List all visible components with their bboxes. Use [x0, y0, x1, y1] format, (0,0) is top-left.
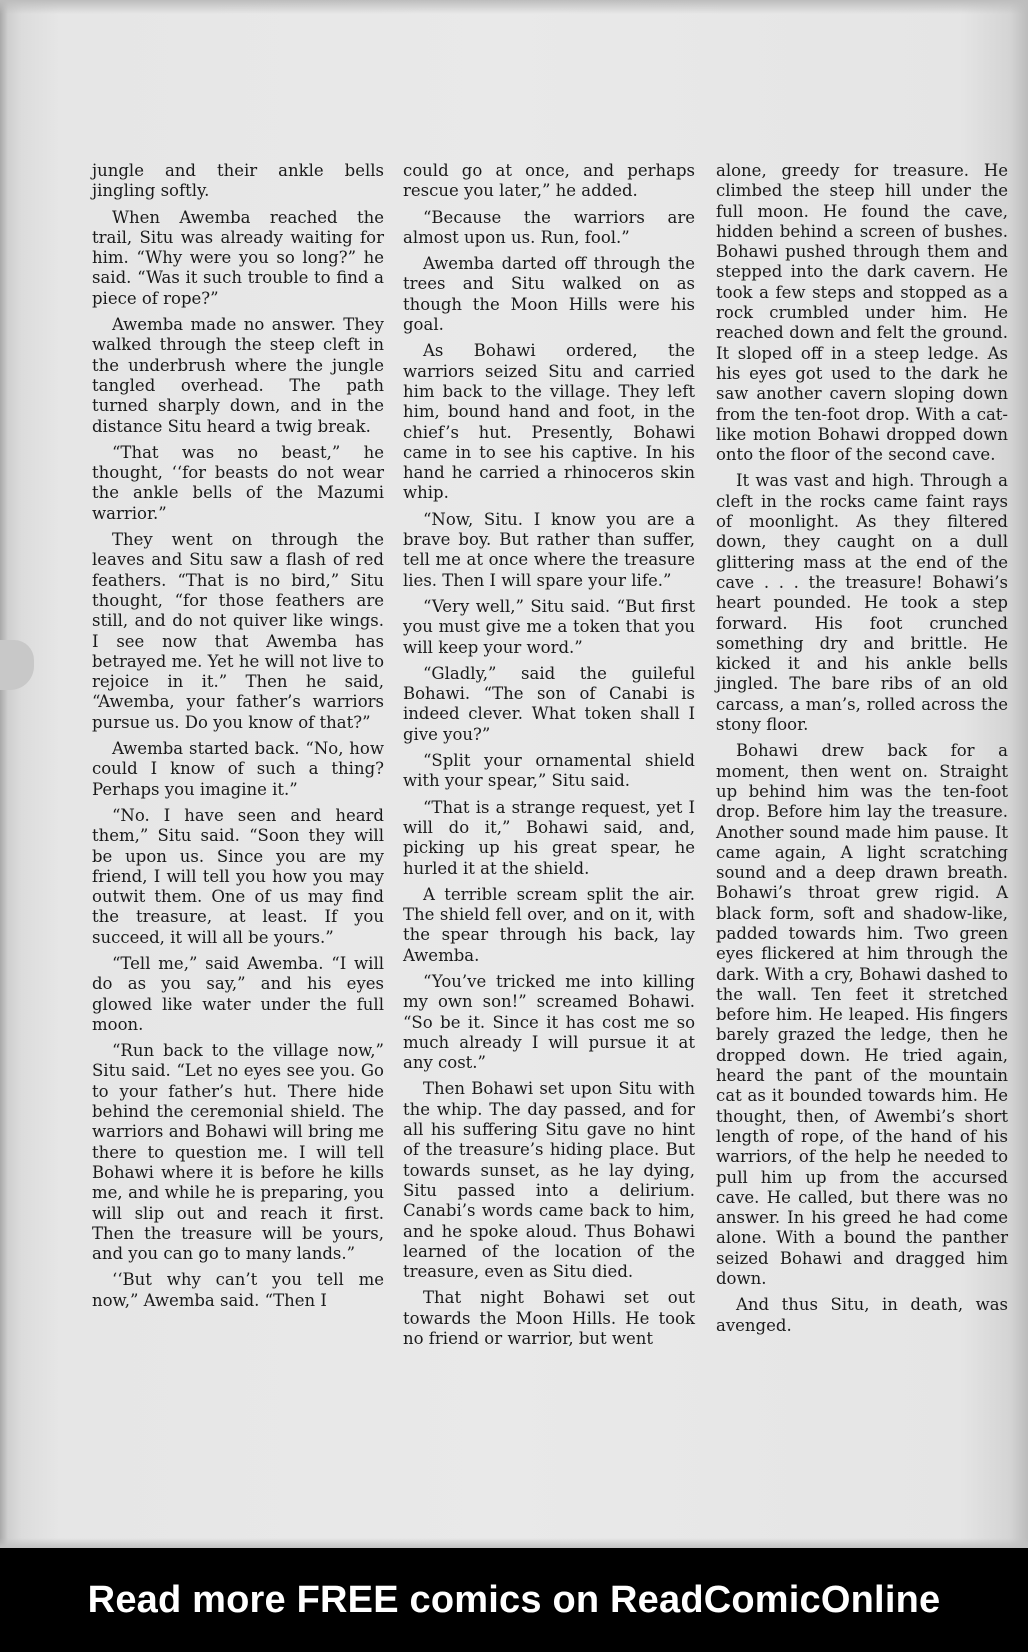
paragraph: It was vast and high. Through a cleft in the rocks came faint rays of moonlight. As they filtered down, they caught on a dull glittering mass at the end of the cave . . . the treasure! Bohawi’s heart pounded. He took a step forward. His foot crunched something dry and brittle. He kicked it and his ankle bells jingled. The bare ribs of an old carcass, a man’s, rolled across the stony floor. — [716, 471, 1008, 735]
paragraph: That night Bohawi set out towards the Moon Hills. He took no friend or warrior, but went — [403, 1288, 695, 1349]
paragraph: “You’ve tricked me into killing my own son!” screamed Bohawi. “So be it. Since it has cost me so much already I will pursue it at any cost.” — [403, 971, 695, 1073]
paragraph: A terrible scream split the air. The shield fell over, and on it, with the spear through his back, lay Awemba. — [403, 884, 695, 965]
paragraph: ‘‘But why can’t you tell me now,” Awemba said. “Then I — [92, 1270, 384, 1310]
promo-banner-text[interactable]: Read more FREE comics on ReadComicOnline — [87, 1578, 941, 1621]
paragraph: Awemba darted off through the trees and Situ walked on as though the Moon Hills were his goal. — [403, 254, 695, 335]
paragraph: “Very well,” Situ said. “But first you must give me a token that you will keep your word.” — [403, 596, 695, 657]
paragraph: could go at once, and perhaps rescue you later,” he added. — [403, 161, 695, 201]
paragraph: Awemba made no answer. They walked through the steep cleft in the underbrush where the jungle tangled overhead. The path turned sharply down, and in the distance Situ heard a twig break. — [92, 315, 384, 436]
paragraph: “Now, Situ. I know you are a brave boy. But rather than suffer, tell me at once where the treasure lies. Then I will spare your life.” — [403, 509, 695, 590]
promo-banner[interactable] — [0, 1548, 1028, 1652]
paragraph: “Tell me,” said Awemba. “I will do as you say,” and his eyes glowed like water under the full moon. — [92, 953, 384, 1034]
text-column-1 — [92, 161, 384, 1317]
paragraph: “No. I have seen and heard them,” Situ said. “Soon they will be upon us. Since you are my friend, I will tell you how you may outwit them. One of us may find the treasure, at least. If you succeed, it will all be yours.” — [92, 805, 384, 947]
paragraph: “Split your ornamental shield with your spear,” Situ said. — [403, 751, 695, 791]
paragraph: Awemba started back. “No, how could I know of such a thing? Perhaps you imagine it.” — [92, 739, 384, 799]
paragraph: And thus Situ, in death, was avenged. — [716, 1295, 1008, 1335]
paragraph: “Run back to the village now,” Situ said. “Let no eyes see you. Go to your father’s hut. There hide behind the ceremonial shield. The warriors and Bohawi will bring me there to question me. I will tell Bohawi where it is before he kills me, and while he is preparing, you will slip out and reach it first. Then the treasure will be yours, and you can go to many lands.” — [92, 1041, 384, 1264]
text-column-3 — [716, 161, 1008, 1342]
paragraph: jungle and their ankle bells jingling softly. — [92, 161, 384, 201]
paragraph: “Gladly,” said the guileful Bohawi. “The son of Canabi is indeed clever. What token shall I give you?” — [403, 663, 695, 744]
paragraph: As Bohawi ordered, the warriors seized Situ and carried him back to the village. They left him, bound hand and foot, in the chief’s hut. Presently, Bohawi came in to see his captive. In his hand he carried a rhinoceros skin whip. — [403, 341, 695, 503]
paragraph: “Because the warriors are almost upon us. Run, fool.” — [403, 207, 695, 247]
paragraph: Then Bohawi set upon Situ with the whip. The day passed, and for all his suffering Situ gave no hint of the treasure’s hiding place. But towards sunset, as he lay dying, Situ passed into a delirium. Canabi’s words came back to him, and he spoke aloud. Thus Bohawi learned of the location of the treasure, even as Situ died. — [403, 1079, 695, 1282]
paragraph: When Awemba reached the trail, Situ was already waiting for him. “Why were you so long?” he said. “Was it such trouble to find a piece of rope?” — [92, 207, 384, 308]
paragraph: They went on through the leaves and Situ saw a flash of red feathers. “That is no bird,” Situ thought, “for those feathers are still, and do not quiver like wings. I see now that Awemba has betrayed me. Yet he will not live to rejoice in it.” Then he said, “Awemba, your father’s warriors pursue us. Do you know of that?” — [92, 530, 384, 732]
paragraph: Bohawi drew back for a moment, then went on. Straight up behind him was the ten-foot drop. Before him lay the treasure. Another sound made him pause. It came again, A light scratching sound and a deep drawn breath. Bohawi’s throat grew rigid. A black form, soft and shadow-like, padded towards him. Two green eyes flickered at him through the dark. With a cry, Bohawi dashed to the wall. Ten feet it stretched before him. He leaped. His fingers barely grazed the ledge, then he dropped down. He tried again, heard the pant of the mountain cat as it bounded towards him. He thought, then, of Awembi’s short length of rope, of the hand of his warriors, of the help he needed to pull him up from the accursed cave. He called, but there was no answer. In his greed he had come alone. With a bound the panther seized Bohawi and dragged him down. — [716, 741, 1008, 1289]
paragraph: “That is a strange request, yet I will do it,” Bohawi said, and, picking up his great spear, he hurled it at the shield. — [403, 797, 695, 878]
paragraph: “That was no beast,” he thought, ‘‘for beasts do not wear the ankle bells of the Mazumi warrior.” — [92, 442, 384, 523]
text-column-2 — [403, 161, 695, 1355]
page-tear — [0, 640, 34, 690]
paragraph: alone, greedy for treasure. He climbed the steep hill under the full moon. He found the cave, hidden behind a screen of bushes. Bohawi pushed through them and stepped into the dark cavern. He took a few steps and stopped as a rock crumbled under him. He reached down and felt the ground. It sloped off in a steep ledge. As his eyes got used to the dark he saw another cavern sloping down from the ten-foot drop. With a cat-like motion Bohawi dropped down onto the floor of the second cave. — [716, 161, 1008, 465]
